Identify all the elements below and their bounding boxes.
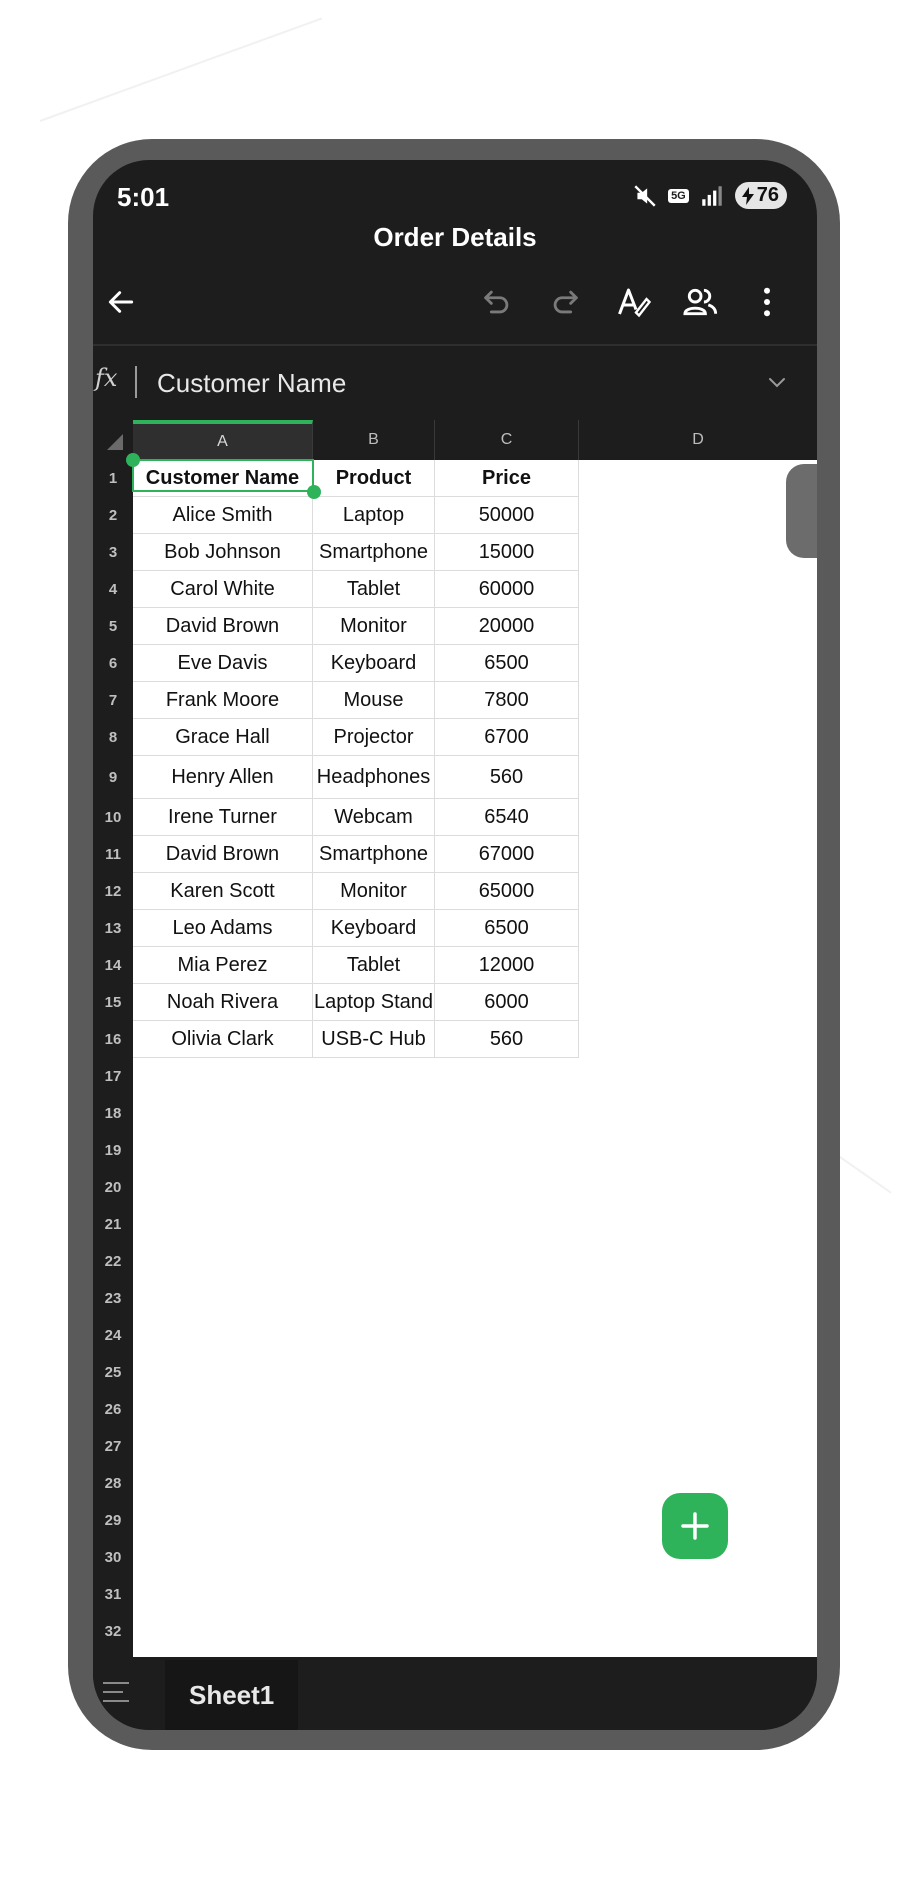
row-header[interactable]: 18 xyxy=(104,1105,122,1122)
row-header[interactable]: 16 xyxy=(104,1031,122,1048)
toolbar xyxy=(93,270,817,340)
background-decoration xyxy=(40,17,323,121)
table-cell[interactable]: Laptop xyxy=(313,497,435,534)
table-cell[interactable]: 560 xyxy=(435,1021,579,1058)
table-cell[interactable]: Webcam xyxy=(313,799,435,836)
table-cell[interactable]: Tablet xyxy=(313,947,435,984)
row-header[interactable]: 23 xyxy=(104,1290,122,1307)
back-button[interactable] xyxy=(99,280,143,324)
row-header[interactable]: 13 xyxy=(104,920,122,937)
row-header[interactable]: 31 xyxy=(104,1586,122,1603)
redo-button[interactable] xyxy=(543,280,587,324)
table-cell[interactable]: Frank Moore xyxy=(133,682,313,719)
row-header[interactable]: 5 xyxy=(108,618,118,635)
table-cell[interactable]: Alice Smith xyxy=(133,497,313,534)
status-icons xyxy=(632,182,787,209)
network-label: 5G xyxy=(668,189,689,203)
add-sheet-button[interactable] xyxy=(662,1493,728,1559)
table-cell[interactable]: Karen Scott xyxy=(133,873,313,910)
table-cell[interactable]: 12000 xyxy=(435,947,579,984)
table-cell[interactable]: Noah Rivera xyxy=(133,984,313,1021)
row-header[interactable]: 30 xyxy=(104,1549,122,1566)
header-cell[interactable]: Product xyxy=(313,460,435,497)
table-cell[interactable]: Eve Davis xyxy=(133,645,313,682)
people-icon xyxy=(682,284,720,320)
table-cell[interactable]: Smartphone xyxy=(313,534,435,571)
signal-icon xyxy=(699,183,725,209)
undo-icon xyxy=(480,285,514,319)
table-cell[interactable]: 6540 xyxy=(435,799,579,836)
table-cell[interactable]: 65000 xyxy=(435,873,579,910)
charging-icon xyxy=(741,187,755,205)
table-cell[interactable]: Monitor xyxy=(313,873,435,910)
row-header[interactable]: 28 xyxy=(104,1475,122,1492)
table-cell[interactable]: Tablet xyxy=(313,571,435,608)
table-cell[interactable]: Keyboard xyxy=(313,910,435,947)
formula-separator xyxy=(135,366,137,398)
table-cell[interactable]: Bob Johnson xyxy=(133,534,313,571)
table-cell[interactable]: 50000 xyxy=(435,497,579,534)
more-vertical-icon xyxy=(762,287,772,317)
row-header[interactable]: 6 xyxy=(108,655,118,672)
select-all-corner[interactable] xyxy=(93,420,133,460)
table-cell[interactable]: 67000 xyxy=(435,836,579,873)
spreadsheet-grid[interactable] xyxy=(93,420,817,1660)
row-header[interactable]: 29 xyxy=(104,1512,122,1529)
table-cell[interactable]: 7800 xyxy=(435,682,579,719)
table-cell[interactable]: Keyboard xyxy=(313,645,435,682)
more-options-button[interactable] xyxy=(745,280,789,324)
row-header[interactable]: 4 xyxy=(108,581,118,598)
row-header[interactable]: 17 xyxy=(104,1068,122,1085)
table-cell[interactable]: 20000 xyxy=(435,608,579,645)
row-header[interactable]: 22 xyxy=(104,1253,122,1270)
arrow-left-icon xyxy=(105,286,137,318)
row-header[interactable]: 3 xyxy=(108,544,118,561)
table-cell[interactable]: David Brown xyxy=(133,836,313,873)
table-cell[interactable]: Grace Hall xyxy=(133,719,313,756)
column-header-b[interactable]: B xyxy=(313,420,435,460)
table-cell[interactable]: 560 xyxy=(435,756,579,799)
row-header[interactable]: 1 xyxy=(108,470,118,487)
table-cell[interactable]: Headphones xyxy=(313,756,435,799)
table-cell[interactable]: David Brown xyxy=(133,608,313,645)
table-cell[interactable]: Projector xyxy=(313,719,435,756)
column-header-a[interactable]: A xyxy=(133,420,313,460)
status-time: 5:01 xyxy=(117,182,170,212)
table-cell[interactable]: 60000 xyxy=(435,571,579,608)
text-format-icon xyxy=(615,284,651,320)
table-cell[interactable]: 6500 xyxy=(435,910,579,947)
row-header[interactable]: 10 xyxy=(104,809,122,826)
table-cell[interactable]: Irene Turner xyxy=(133,799,313,836)
row-header[interactable]: 24 xyxy=(104,1327,122,1344)
header-cell[interactable]: Price xyxy=(435,460,579,497)
redo-icon xyxy=(548,285,582,319)
scroll-handle[interactable] xyxy=(786,464,817,558)
row-header[interactable]: 19 xyxy=(104,1142,122,1159)
table-cell[interactable]: 6000 xyxy=(435,984,579,1021)
sheet-tab-sheet1[interactable]: Sheet1 xyxy=(165,1660,298,1730)
row-header[interactable]: 12 xyxy=(104,883,122,900)
column-header-c[interactable]: C xyxy=(435,420,579,460)
selection-handle-end[interactable] xyxy=(307,485,321,499)
fx-label: fx xyxy=(95,364,118,392)
table-cell[interactable]: Laptop Stand xyxy=(313,984,435,1021)
plus-icon xyxy=(679,1510,711,1542)
column-header-d[interactable]: D xyxy=(579,420,817,460)
table-cell[interactable]: 15000 xyxy=(435,534,579,571)
undo-button[interactable] xyxy=(475,280,519,324)
row-header[interactable]: 15 xyxy=(104,994,122,1011)
formula-bar[interactable] xyxy=(93,346,817,418)
format-button[interactable] xyxy=(611,280,655,324)
row-header[interactable]: 21 xyxy=(104,1216,122,1233)
table-cell[interactable]: Mouse xyxy=(313,682,435,719)
row-header[interactable]: 2 xyxy=(108,507,118,524)
row-header[interactable]: 20 xyxy=(104,1179,122,1196)
select-all-icon xyxy=(93,420,133,460)
selection-handle-start[interactable] xyxy=(126,453,140,467)
table-cell[interactable]: Leo Adams xyxy=(133,910,313,947)
row-header[interactable]: 14 xyxy=(104,957,122,974)
row-header[interactable]: 8 xyxy=(108,729,118,746)
chevron-down-icon[interactable] xyxy=(765,370,789,394)
sheets-menu-icon[interactable] xyxy=(101,1678,133,1706)
document-title[interactable]: Order Details xyxy=(373,222,537,252)
row-header[interactable]: 26 xyxy=(104,1401,122,1418)
table-cell[interactable]: USB-C Hub xyxy=(313,1021,435,1058)
header-cell[interactable]: Customer Name xyxy=(133,460,313,497)
table-cell[interactable]: Carol White xyxy=(133,571,313,608)
formula-input[interactable]: Customer Name xyxy=(157,368,347,398)
row-header[interactable]: 9 xyxy=(108,769,118,786)
battery-indicator xyxy=(735,182,787,209)
row-header[interactable]: 27 xyxy=(104,1438,122,1455)
table-cell[interactable]: Mia Perez xyxy=(133,947,313,984)
table-cell[interactable]: Smartphone xyxy=(313,836,435,873)
row-header[interactable]: 11 xyxy=(105,846,121,863)
table-cell[interactable]: 6700 xyxy=(435,719,579,756)
sheet-tab-bar xyxy=(93,1660,817,1730)
mute-icon xyxy=(632,183,658,209)
table-cell[interactable]: 6500 xyxy=(435,645,579,682)
battery-level: 76 xyxy=(756,184,779,206)
row-header[interactable]: 7 xyxy=(108,692,118,709)
table-cell[interactable]: Olivia Clark xyxy=(133,1021,313,1058)
table-cell[interactable]: Henry Allen xyxy=(133,756,313,799)
share-button[interactable] xyxy=(679,280,723,324)
row-header[interactable]: 32 xyxy=(104,1623,122,1640)
table-cell[interactable]: Monitor xyxy=(313,608,435,645)
row-header[interactable]: 25 xyxy=(104,1364,122,1381)
